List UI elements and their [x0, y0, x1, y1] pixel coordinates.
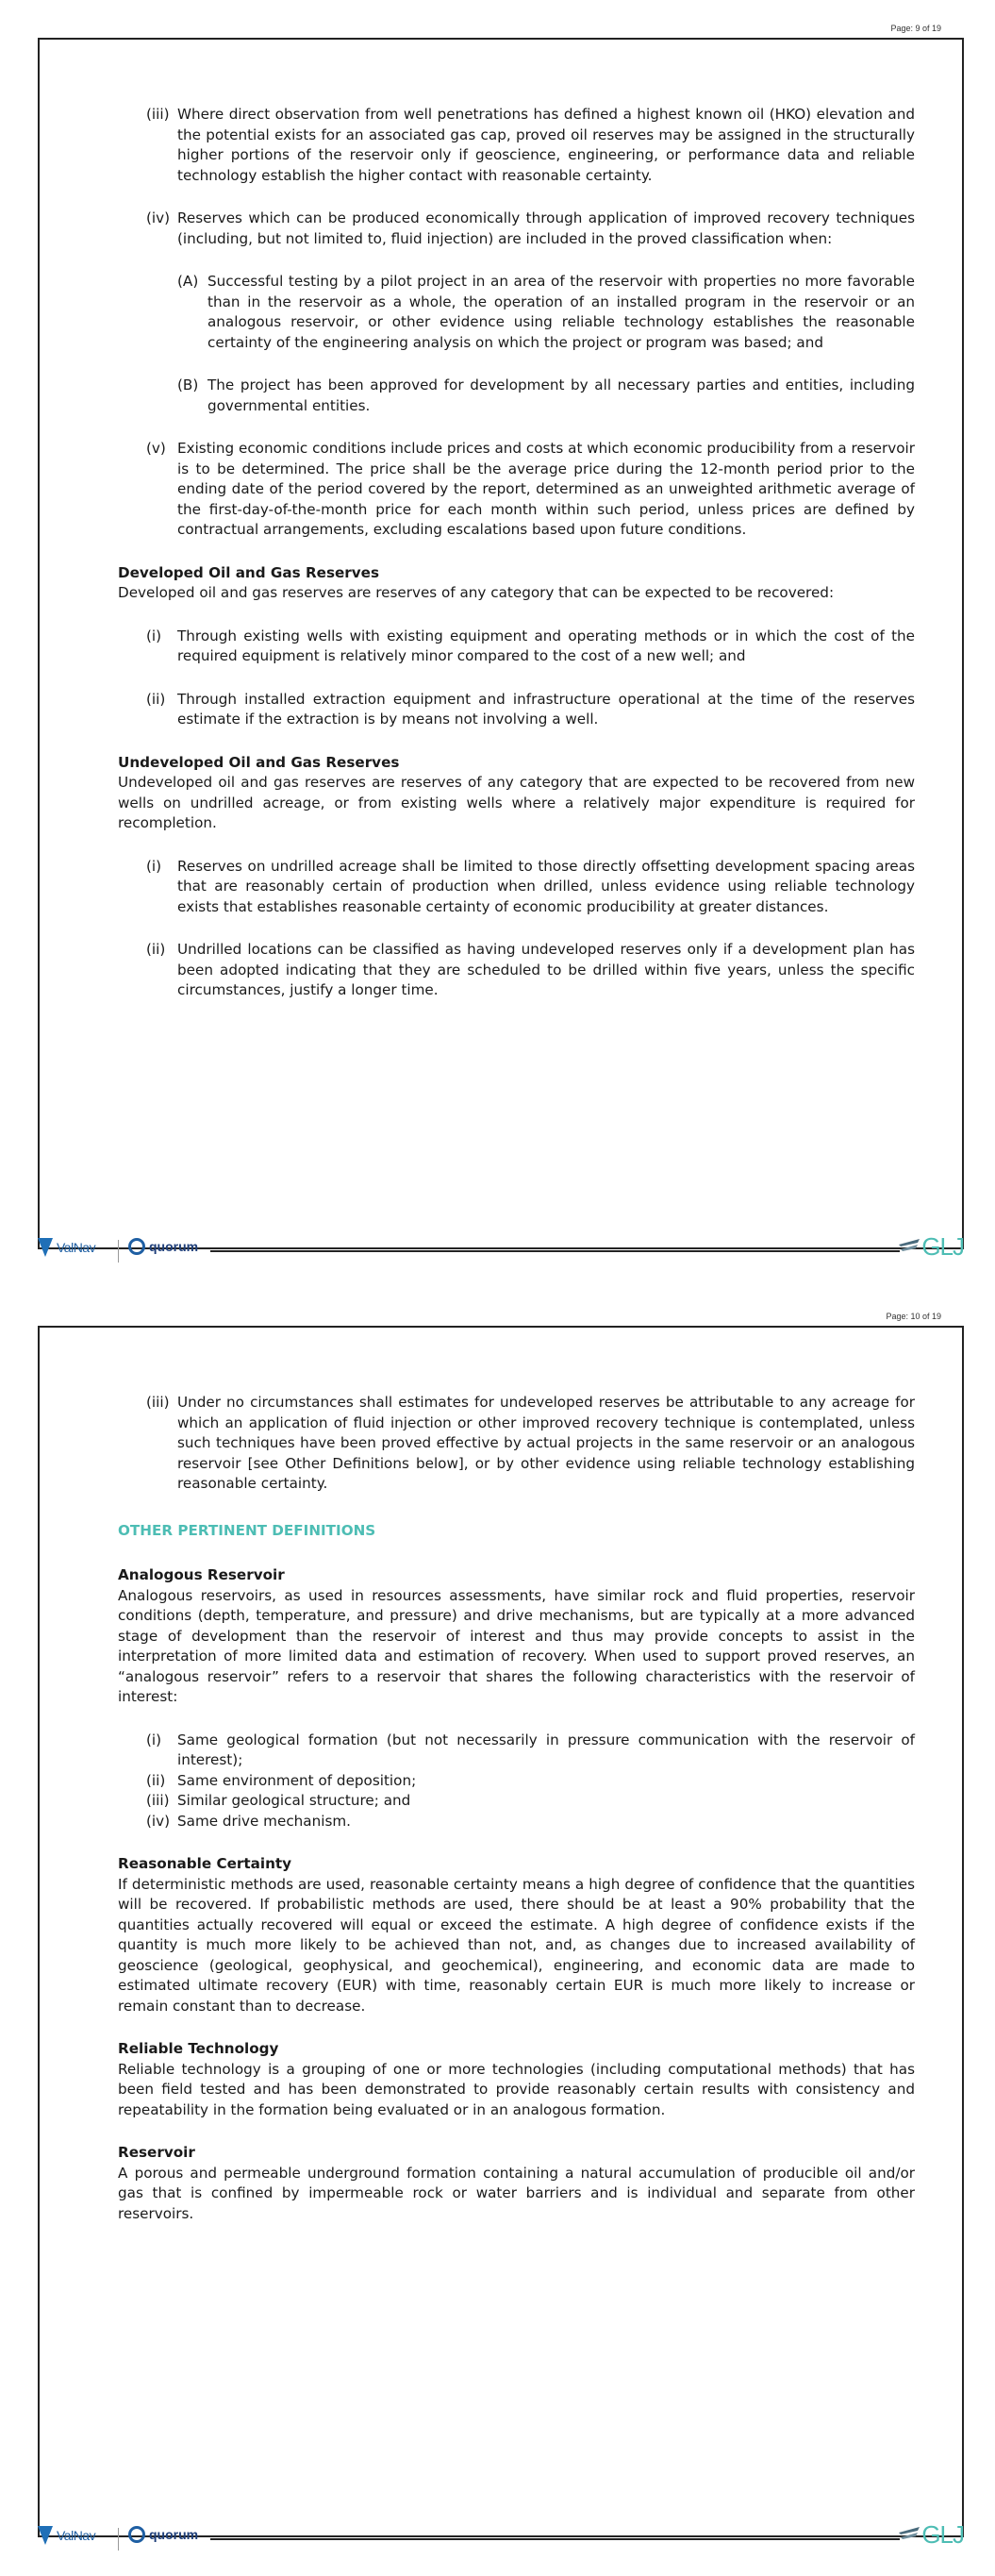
list-item: (iv) Reserves which can be produced economically through application of improved recovery techniques (including, but not limited to, fluid injection) are included in the proved classification when:: [146, 209, 915, 247]
paragraph: Analogous reservoirs, as used in resources assessments, have similar rock and fluid properties, reservoir conditions (depth, temperature, and pressure) and drive mechanisms, but are typically at a more advanced stage of development than the reservoir of interest and thus may provide concepts to assist in the interpretation of more limited data and estimation of recovery. When used to support proved reserves, an “analogous reservoir” refers to a reservoir that shares the following characteristics with the reservoir of interest:: [118, 1586, 915, 1705]
list-item: (ii) Through installed extraction equipment and infrastructure operational at the time of the reserves estimate if the extraction is by means not involving a well.: [146, 690, 915, 728]
glj-logo: GLJ: [897, 1232, 964, 1262]
list-item: (iii) Under no circumstances shall estimates for undeveloped reserves be attributable to any acreage for which an application of fluid injection or other improved recovery technique is contemplated, unless such techniques have been proved effective by actual projects in the same reservoir or an analogous reservoir [see Other Definitions below], or by other evidence using reliable technology establishing reasonable certainty.: [146, 1394, 915, 1492]
paragraph: Undeveloped oil and gas reserves are reserves of any category that are expected to be recovered from new wells on undrilled acreage, or from existing wells where a relatively major expenditure is required for recompletion.: [118, 774, 915, 831]
list-item: (ii) Same environment of deposition;: [146, 1771, 417, 1789]
valnav-logo: ValNav: [38, 2526, 95, 2545]
sub-list-item: (A) Successful testing by a pilot project in an area of the reservoir with properties no more favorable than in the reservoir as a whole, the operation of an installed program in the reservoir or an analogous reservoir, or other evidence using reliable technology establishes the reasonable certainty of the engineering analysis on which the project or program was based; and: [177, 273, 915, 351]
valnav-logo: ValNav: [38, 1238, 95, 1257]
logo-divider: [118, 1240, 119, 1263]
section-heading: Reasonable Certainty: [118, 1855, 292, 1872]
page-number: Page: 9 of 19: [890, 24, 941, 33]
list-item: (ii) Undrilled locations can be classified as having undeveloped reserves only if a development plan has been adopted indicating that they are scheduled to be drilled within five years, unless the specific circumstances, justify a longer time.: [146, 941, 915, 998]
page-2: [0, 1288, 995, 2576]
valnav-check-icon: [38, 2526, 53, 2545]
section-heading: Reservoir: [118, 2144, 195, 2161]
section-heading: Undeveloped Oil and Gas Reserves: [118, 753, 400, 771]
section-title: OTHER PERTINENT DEFINITIONS: [118, 1521, 376, 1539]
logo-divider: [118, 2528, 119, 2551]
list-item: (iv) Same drive mechanism.: [146, 1812, 351, 1830]
glj-logo: GLJ: [897, 2520, 964, 2550]
page-footer: [38, 1234, 964, 1268]
paragraph: If deterministic methods are used, reasonable certainty means a high degree of confidence that the quantities will be recovered. If probabilistic methods are used, there should be at least a 90% probability that the quantities actually recovered will equal or exceed the estimate. A high degree of confidence exists if the quantity is much more likely to be achieved than not, and, as changes due to increased availability of geoscience (geological, geophysical, and geochemical), engineering, and economic data are made to estimated ultimate recovery (EUR) with time, reasonably certain EUR is much more likely to increase or remain constant than to decrease.: [118, 1875, 915, 2015]
footer-rule: [210, 2538, 900, 2540]
valnav-check-icon: [38, 1238, 53, 1257]
quorum-logo: quorum: [128, 2526, 198, 2543]
list-item: (i) Same geological formation (but not necessarily in pressure communication with the reservoir of interest);: [146, 1731, 915, 1768]
glj-wing-icon: [897, 2525, 921, 2550]
sub-list-item: (B) The project has been approved for development by all necessary parties and entities, including governmental entities.: [177, 376, 915, 414]
page-number: Page: 10 of 19: [886, 1312, 941, 1321]
paragraph: Reliable technology is a grouping of one or more technologies (including computational methods) that has been field tested and has been demonstrated to provide reasonably certain results with consistency and repeatability in the formation being evaluated or in an analogous formation.: [118, 2060, 915, 2118]
section-heading: Reliable Technology: [118, 2040, 279, 2057]
list-item: (iii) Similar geological structure; and: [146, 1792, 411, 1809]
list-item: (iii) Where direct observation from well penetrations has defined a highest known oil (HKO) elevation and the potential exists for an associated gas cap, proved oil reserves may be assigned in the structurally higher portions of the reservoir only if geoscience, engineering, or performance data and reliable technology establish the higher contact with reasonable certainty.: [146, 106, 915, 184]
section-heading: Developed Oil and Gas Reserves: [118, 563, 380, 581]
list-item: (i) Reserves on undrilled acreage shall be limited to those directly offsetting development spacing areas that are reasonably certain of production when drilled, unless evidence using reliable technology exists that establishes reasonable certainty of economic producibility at greater distances.: [146, 857, 915, 915]
list-item: (i) Through existing wells with existing equipment and operating methods or in which the cost of the required equipment is relatively minor compared to the cost of a new well; and: [146, 627, 915, 664]
page-content: [118, 105, 915, 1024]
footer-rule: [210, 1250, 900, 1252]
paragraph: Developed oil and gas reserves are reserves of any category that can be expected to be recovered:: [118, 584, 835, 601]
page-content: [118, 1393, 915, 2247]
list-item: (v) Existing economic conditions include prices and costs at which economic producibility from a reservoir is to be determined. The price shall be the average price during the 12-month period prior to the ending date of the period covered by the report, determined as an unweighted arithmetic average of the first-day-of-the-month price for each month within such period, unless prices are defined by contractual arrangements, excluding escalations based upon future conditions.: [146, 440, 915, 538]
quorum-q-icon: [128, 2526, 145, 2543]
glj-wing-icon: [897, 1237, 921, 1262]
paragraph: A porous and permeable underground formation containing a natural accumulation of producible oil and/or gas that is confined by impermeable rock or water barriers and is individual and separate from other reservoirs.: [118, 2164, 915, 2222]
section-heading: Analogous Reservoir: [118, 1566, 285, 1583]
quorum-logo: quorum: [128, 1238, 198, 1255]
page-footer: [38, 2522, 964, 2556]
quorum-q-icon: [128, 1238, 145, 1255]
